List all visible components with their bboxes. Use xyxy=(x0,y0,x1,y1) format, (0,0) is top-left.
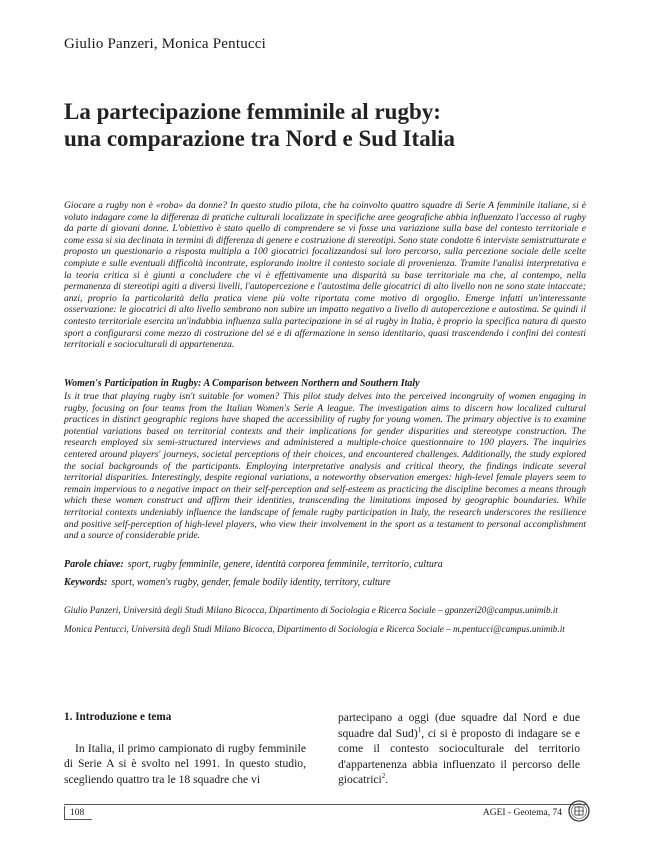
keywords-english xyxy=(64,577,586,588)
footnote-ref-2[interactable]: 2 xyxy=(381,772,386,781)
title-line-2: una comparazione tra Nord e Sud Italia xyxy=(64,126,455,151)
affiliation-author-2: Monica Pentucci, Università degli Studi Milano Bicocca, Dipartimento di Sociologia e Ricerca Sociale – m.pentucci@campus.unimib.it xyxy=(64,624,565,634)
section-heading: 1. Introduzione e tema xyxy=(64,711,172,723)
journal-name: AGEI - Geotema, 74 xyxy=(482,808,562,818)
footnote-ref-1[interactable]: 1 xyxy=(417,725,422,734)
abstract-english: Is it true that playing rugby isn't suitable for women? This pilot study delves into the perceived incongruity of women engaging in rugby, focusing on four teams from the Italian Women's Serie A league. The investigation aims to discern how localized cultural practices in distinct geographic regions have shaped the accessibility of rugby for young women. The primary objective is to examine potential variations based on territorial contexts and their implications for gender disparities and stereotype construction. The research employed six semi-structured interviews and administered a multiple-choice questionnaire to 100 players. The inquiries centered around players' journeys, societal perceptions of their choices, and encountered challenges. Additionally, the study explored the social backgrounds of the participants. Employing interpretative analysis and critical theory, the findings indicate several territorial disparities. Interestingly, despite regional variations, a noteworthy observation emerges: high-level female players seem to remain impervious to a negative impact on their self-perception and self-esteem as practicing the discipline becomes a means through which these women construct and affirm their identities, transcending the limitations imposed by geographic boundaries. While territorial contexts undeniably influence the landscape of female rugby participation in Italy, the research underscores the resilience and positive self-perception of high-level players, who view their involvement in the sport as a testament to personal accomplishment and a source of considerable pride. xyxy=(64,391,586,542)
body-text-part-3: . xyxy=(385,773,389,787)
keywords-english-text: sport, women's rugby, gender, female bodily identity, territory, culture xyxy=(111,577,391,588)
body-paragraph-continued xyxy=(338,710,580,788)
affiliation-author-1: Giulio Panzeri, Università degli Studi Milano Bicocca, Dipartimento di Sociologia e Ricerca Sociale – gpanzeri20@campus.unimib.it xyxy=(64,605,558,615)
keywords-italian xyxy=(64,559,586,570)
body-column-left xyxy=(64,710,306,787)
body-paragraph: In Italia, il primo campionato di rugby femminile di Serie A si è svolto nel 1991. In questo studio, scegliendo quattro tra le 18 squadre che vi xyxy=(64,741,306,786)
keywords-italian-label: Parole chiave: xyxy=(64,559,124,570)
title-line-1: La partecipazione femminile al rugby: xyxy=(64,99,441,124)
body-text-part-1: partecipano a oggi (due squadre dal Nord e due squadre dal Sud) xyxy=(338,711,580,740)
body-column-right xyxy=(338,710,580,788)
page-number: 108 xyxy=(64,806,92,820)
university-seal-icon xyxy=(568,800,590,822)
keywords-italian-text: sport, rugby femminile, genere, identità corporea femminile, territorio, cultura xyxy=(127,559,443,570)
article-title xyxy=(64,98,584,152)
authors-header: Giulio Panzeri, Monica Pentucci xyxy=(64,36,266,52)
abstract-italian: Giocare a rugby non è «roba» da donne? In questo studio pilota, che ha coinvolto quattro squadre di Serie A femminile italiane, si è voluto indagare come la differenza di pratiche culturali localizzate in specifiche aree geografiche abbia influenzato l'accesso al rugby da parte di giovani donne. L'obiettivo è stato quello di comprendere se vi fosse una variazione sulla base del contesto territoriale e come essa si sia declinata in termini di differenza di genere e costruzione di stereotipi. Sono state condotte 6 interviste semistrutturate e proposto un questionario a risposta multipla a 100 giocatrici focalizzandosi sul loro percorso, sulla percezione sociale delle scelte compiute e sulle eventuali difficoltà incontrate, esplorando inoltre il contesto sociale di provenienza. Tramite l'analisi interpretativa e la teoria critica si è giunti a concludere che vi è effettivamente una disparità su base territoriale ma che, al contempo, nella permanenza di stereotipi agiti a diversi livelli, l'autopercezione e l'autostima delle giocatrici di alto livello non ne sono state intaccate; anzi, proprio la particolarità della pratica viene più volte riportata come motivo di orgoglio. Emerge infatti un'interessante osservazione: le giocatrici di alto livello sembrano non subire un impatto negativo a livello di autopercezione e autostima. Se quindi il contesto territoriale esercita un'indubbia influenza sulla partecipazione in sé al rugby in Italia, è proprio la specifica natura di questo sport a configurarsi come mezzo di costruzione del sé e di affermazione in senso identitario, quasi trascendendo i confini dei contesti territoriali e socioculturali di appartenenza. xyxy=(64,200,586,351)
page-footer xyxy=(64,804,586,821)
body-text-part-2: , ci si è proposto di indagare se e come il contesto socioculturale del territorio d'appartenenza abbia influenzato il percorso delle giocatrici xyxy=(338,726,580,787)
english-abstract-title: Women's Participation in Rugby: A Comparison between Northern and Southern Italy xyxy=(64,378,420,389)
keywords-english-label: Keywords: xyxy=(64,577,108,588)
